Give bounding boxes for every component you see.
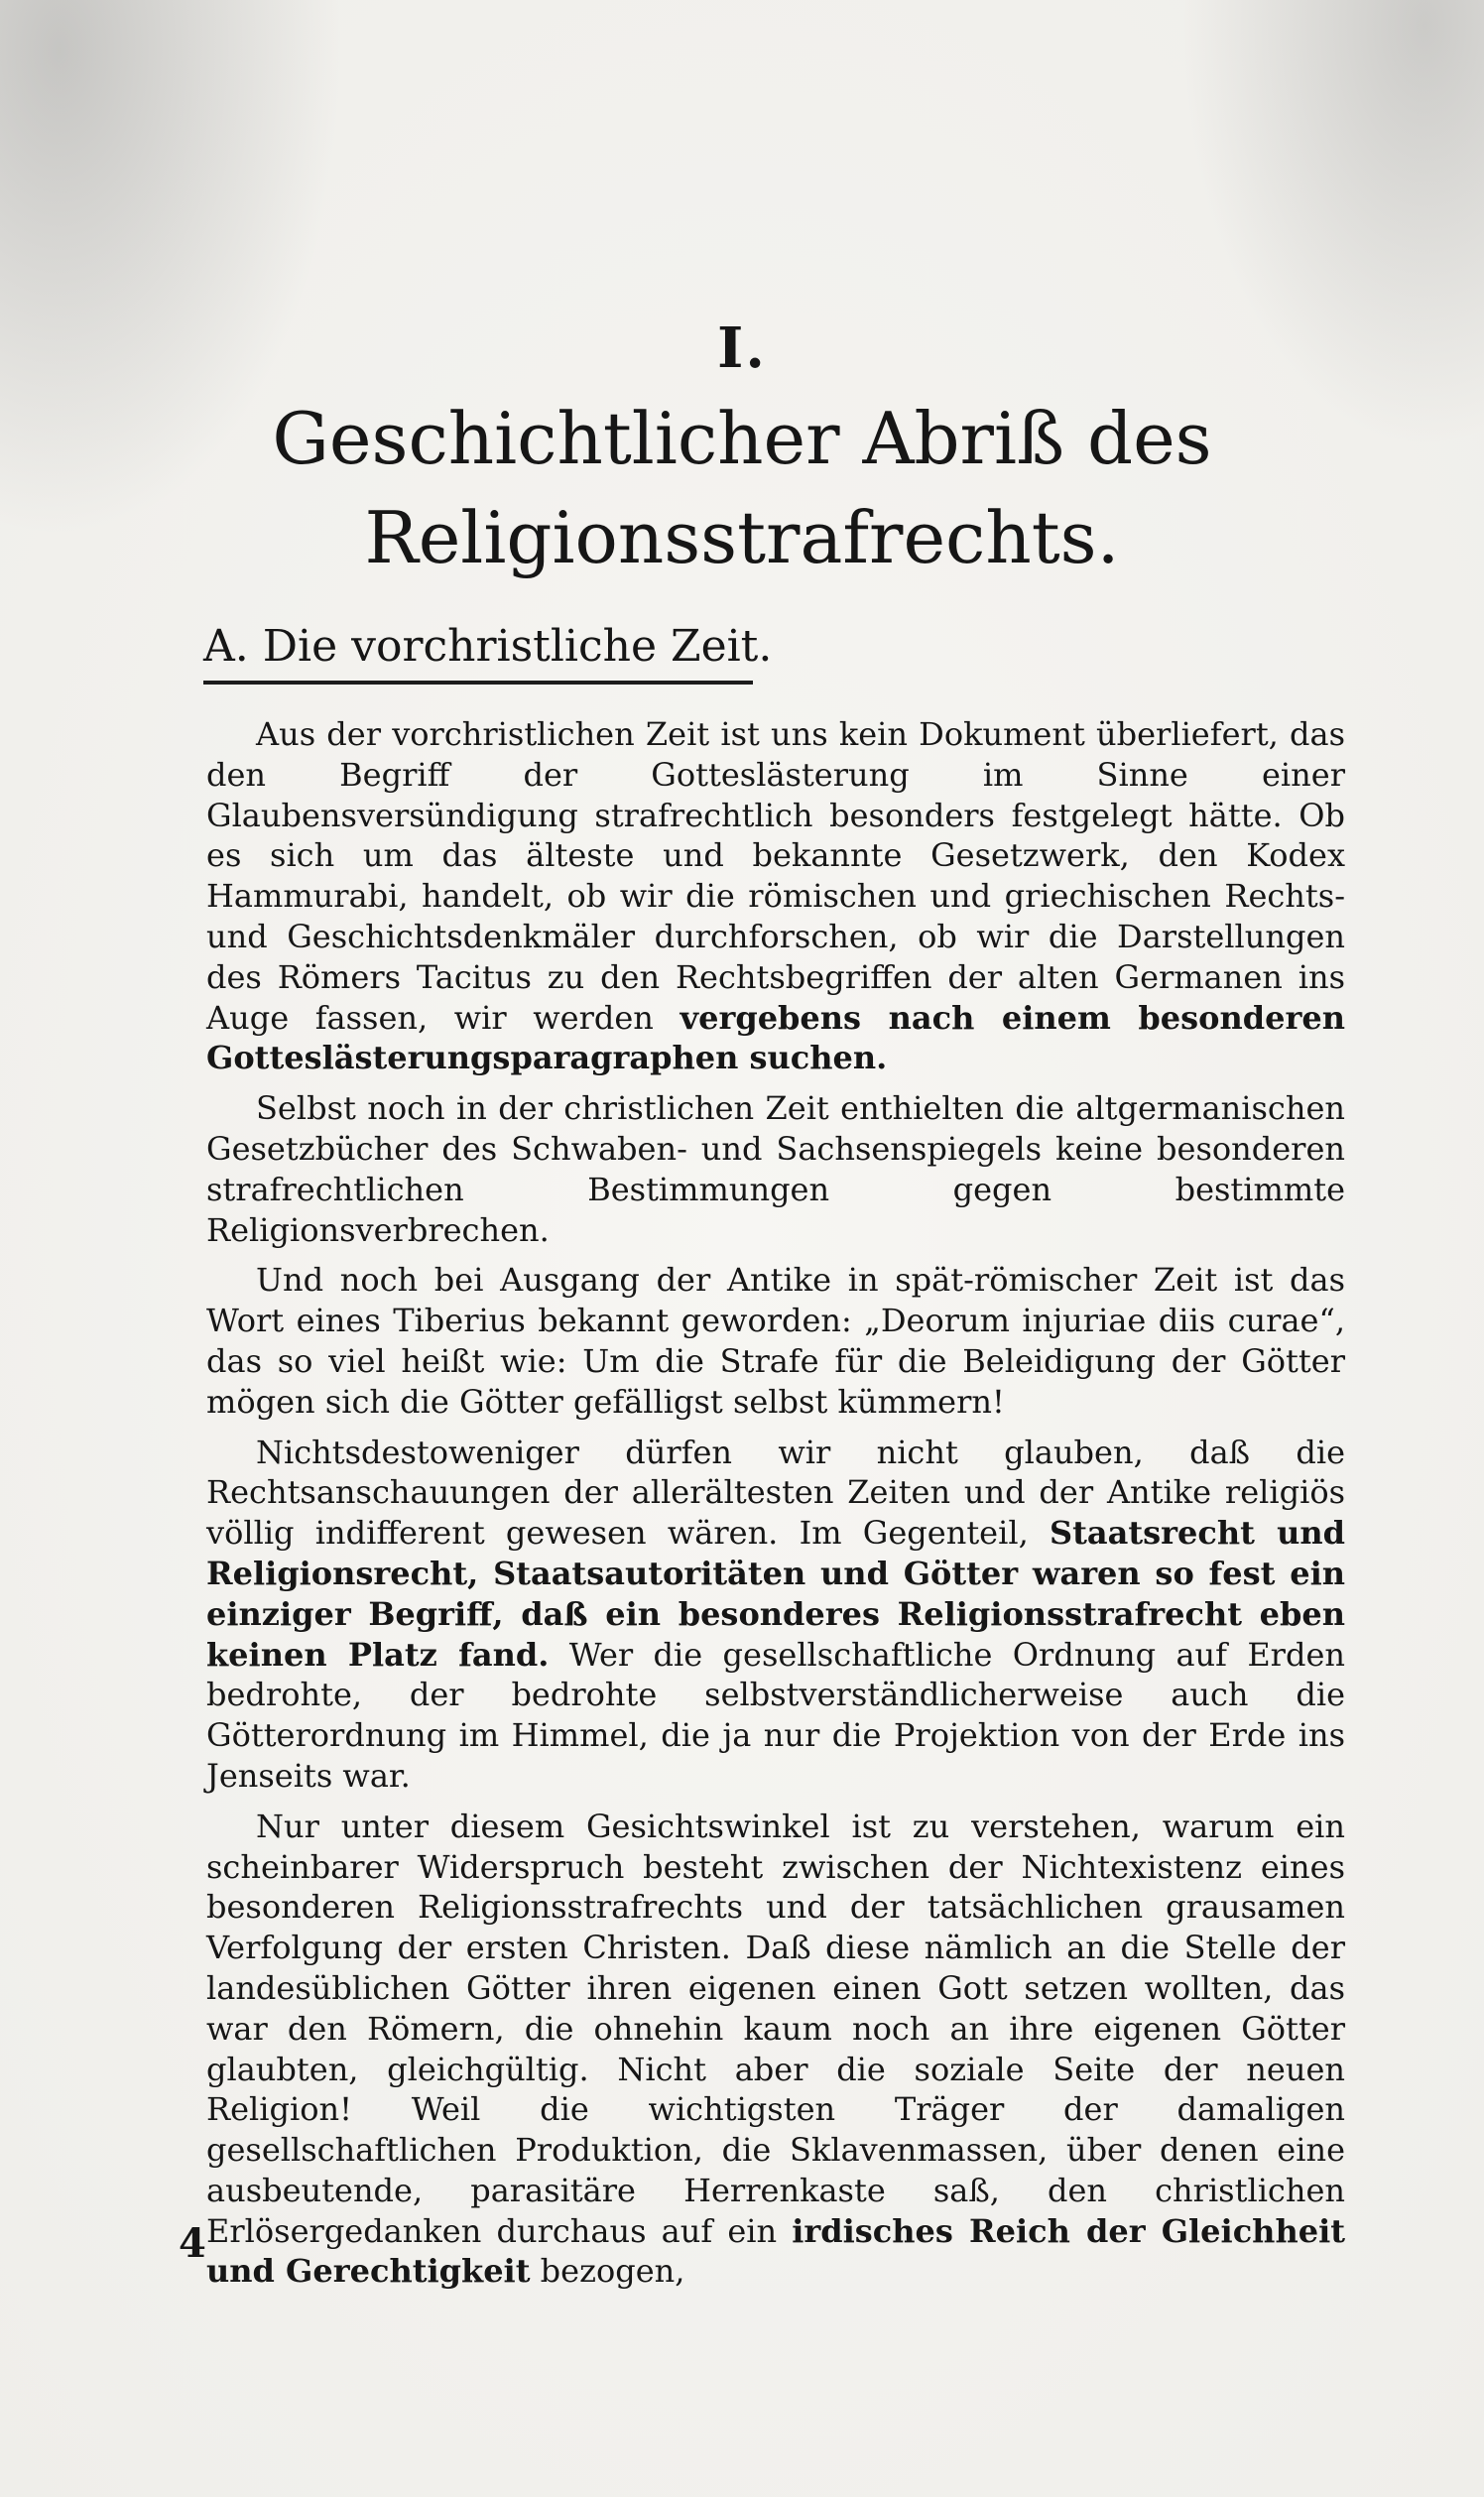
- section-underline: [203, 681, 753, 685]
- paragraph-5-text-start: Nur unter diesem Gesichtswinkel ist zu verstehen, warum ein scheinbarer Widerspruch besteht zwischen der Nichtexistenz eines besonderen Religionsstrafrechts und der tatsächlichen grausamen Verfolgung der ersten Christen. Daß diese nämlich an die Stelle der landesüblichen Götter ihren eigenen einen Gott setzen wollten, das war den Römern, die ohnehin kaum noch an ihre eigenen Götter glaubten, gleichgültig. Nicht aber die soziale Seite der neuen Religion! Weil die wichtigsten Träger der damaligen gesellschaftlichen Produktion, die Sklavenmassen, über denen eine ausbeutende, parasitäre Herrenkaste saß, den christlichen Erlösergedanken durchaus auf ein: [206, 1807, 1345, 2250]
- paragraph-5: [206, 1807, 1345, 2293]
- paragraph-1-emphasis: vergebens nach einem besonderen Gotteslästerungsparagraphen suchen.: [206, 998, 1346, 1077]
- paragraph-1-text: Aus der vorchristlichen Zeit ist uns kein Dokument überliefert, das den Begriff der Gotteslästerung im Sinne einer Glaubensversündigung strafrechtlich besonders festgelegt hätte. Ob es sich um das älteste und bekannte Gesetzwerk, den Kodex Hammurabi, handelt, ob wir die römischen und griechischen Rechts- und Geschichtsdenkmäler durchforschen, ob wir die Darstellungen des Römers Tacitus zu den Rechtsbegriffen der alten Germanen ins Auge fassen, wir werden: [206, 715, 1345, 1037]
- paragraph-5-text-end: bezogen,: [530, 2252, 685, 2291]
- paragraph-4-text-end: Wer die gesellschaftliche Ordnung auf Erden bedrohte, der bedrohte selbstverständlicherweise auch die Götterordnung im Himmel, die ja nur die Projektion von der Erde ins Jenseits war.: [206, 1635, 1346, 1795]
- paragraph-5-emphasis: irdisches Reich der Gleichheit und Gerechtigkeit: [206, 2211, 1346, 2291]
- page-number: 4: [179, 2220, 206, 2267]
- paragraph-1: [206, 714, 1345, 1078]
- chapter-title-line-1: Geschichtlicher Abriß des: [272, 397, 1212, 480]
- chapter-title: [0, 389, 1484, 587]
- body-text: [206, 714, 1345, 2302]
- section-heading: A. Die vorchristliche Zeit.: [203, 621, 773, 672]
- paragraph-4-emphasis: Staatsrecht und Religionsrecht, Staatsautoritäten und Götter waren so fest ein einziger Begriff, daß ein besonderes Religionsstrafrecht eben keinen Platz fand.: [206, 1514, 1346, 1674]
- paragraph-2: Selbst noch in der christlichen Zeit enthielten die altgermanischen Gesetzbücher des Schwaben- und Sachsenspiegels keine besonderen strafrechtlichen Bestimmungen gegen bestimmte Religionsverbrechen.: [206, 1089, 1345, 1249]
- paragraph-4: [206, 1433, 1345, 1797]
- paragraph-4-text-start: Nichtsdestoweniger dürfen wir nicht glauben, daß die Rechtsanschauungen der allerältesten Zeiten und der Antike religiös völlig indifferent gewesen wären. Im Gegenteil,: [206, 1433, 1345, 1553]
- chapter-title-line-2: Religionsstrafrechts.: [364, 496, 1120, 579]
- paragraph-3: Und noch bei Ausgang der Antike in spät-römischer Zeit ist das Wort eines Tiberius bekannt geworden: „Deorum injuriae diis curae“, das so viel heißt wie: Um die Strafe für die Beleidigung der Götter mögen sich die Götter gefälligst selbst kümmern!: [206, 1261, 1345, 1421]
- chapter-number: I.: [717, 315, 767, 381]
